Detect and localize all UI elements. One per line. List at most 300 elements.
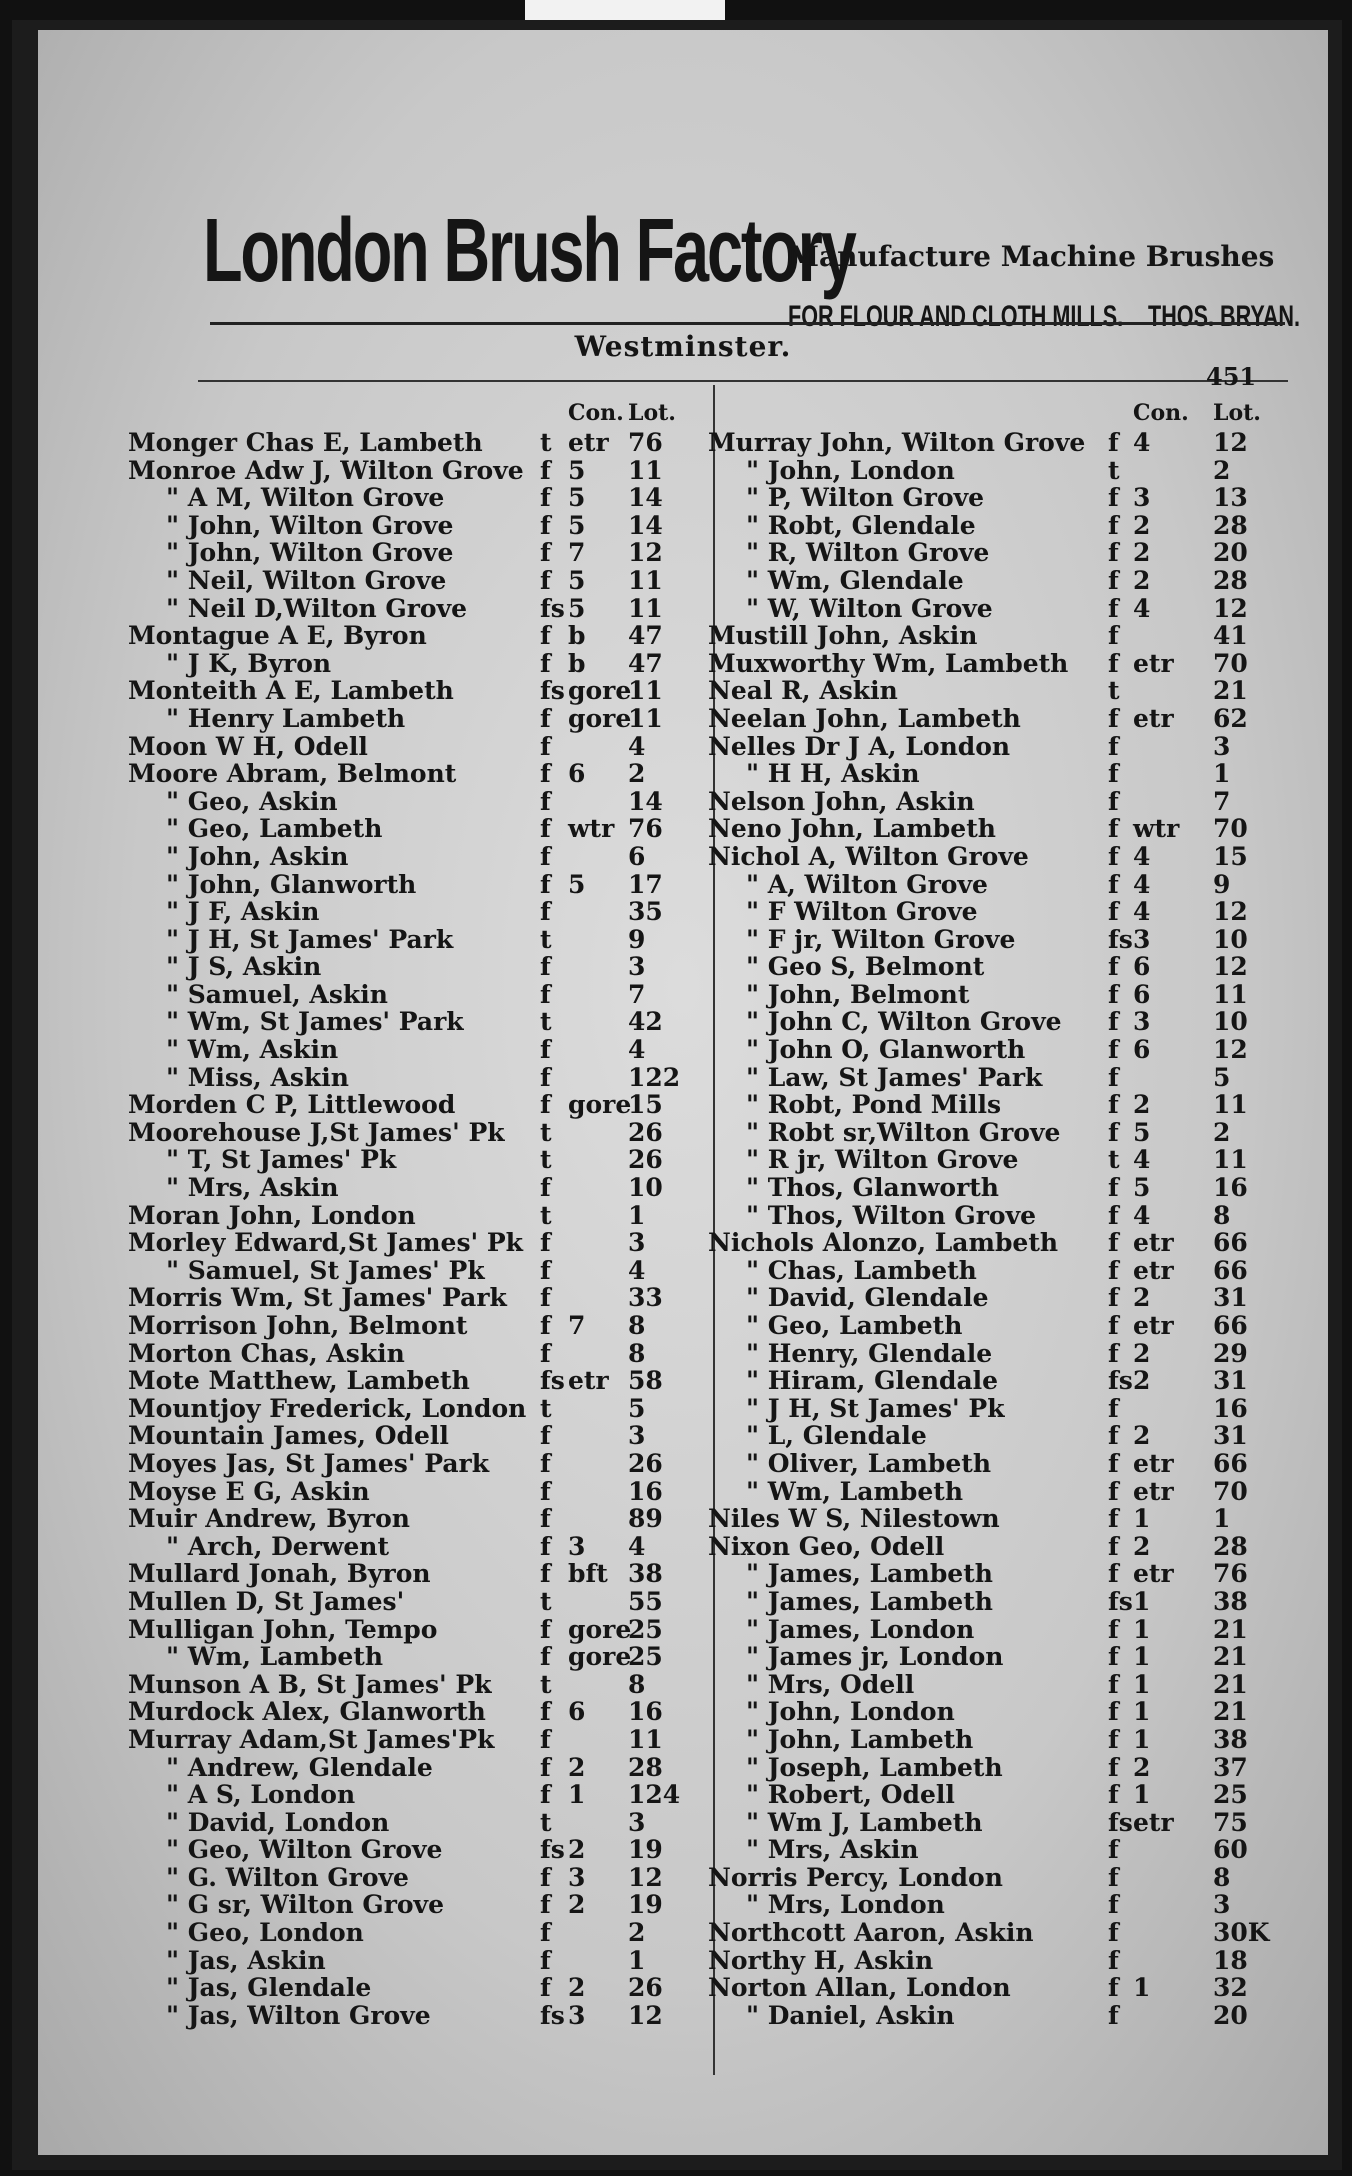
entry-lot: 28 <box>628 1752 663 1782</box>
directory-entry <box>708 1063 1278 1091</box>
directory-entry <box>128 1421 688 1449</box>
entry-lot: 25 <box>628 1642 663 1672</box>
entry-name: Murdock Alex, Glanworth <box>128 1697 486 1727</box>
entry-lot: 13 <box>1213 483 1248 513</box>
entry-tenure: f <box>1108 1421 1119 1451</box>
entry-name: " Neil D,Wilton Grove <box>166 593 468 623</box>
entry-concession: etr <box>568 1366 609 1396</box>
directory-entry <box>128 1201 688 1229</box>
entry-concession: 7 <box>568 1311 586 1340</box>
directory-entry <box>708 1642 1278 1670</box>
entry-lot: 3 <box>628 952 646 982</box>
entry-tenure: f <box>1108 1945 1119 1975</box>
entry-concession: etr <box>1133 1807 1174 1837</box>
entry-name: Mulligan John, Tempo <box>128 1614 438 1644</box>
directory-entry <box>708 1449 1278 1477</box>
entry-tenure: f <box>540 1311 551 1340</box>
entry-concession: 3 <box>1133 483 1151 513</box>
entry-concession: 5 <box>568 510 586 540</box>
entry-lot: 12 <box>628 2000 663 2030</box>
entry-concession: etr <box>1133 1448 1174 1478</box>
entry-concession: 5 <box>568 593 586 623</box>
directory-entry <box>708 649 1278 677</box>
directory-entry <box>708 1532 1278 1560</box>
entry-name: Moran John, London <box>128 1200 416 1230</box>
entry-tenure: f <box>1108 538 1119 568</box>
entry-concession: bft <box>568 1559 608 1589</box>
entry-tenure: t <box>1108 676 1120 706</box>
entry-name: Monteith A E, Lambeth <box>128 676 454 706</box>
entry-tenure: f <box>1108 648 1119 678</box>
entry-lot: 15 <box>628 1090 663 1120</box>
entry-concession: 5 <box>1133 1117 1151 1147</box>
directory-entry <box>708 1311 1278 1339</box>
entry-name: " Geo, Lambeth <box>746 1311 963 1340</box>
directory-entry <box>708 1780 1278 1808</box>
entry-concession: 5 <box>1133 1173 1151 1203</box>
entry-name: Muxworthy Wm, Lambeth <box>708 648 1069 678</box>
entry-tenure: f <box>540 1697 551 1727</box>
entry-concession: gore <box>568 1090 632 1120</box>
entry-tenure: f <box>1108 593 1119 623</box>
entry-concession: 1 <box>1133 1973 1151 2003</box>
entry-concession: 2 <box>568 1752 586 1782</box>
entry-lot: 62 <box>1213 703 1248 733</box>
entry-concession: 3 <box>568 1531 586 1561</box>
entry-concession: 3 <box>568 1862 586 1892</box>
directory-entry <box>708 1559 1278 1587</box>
entry-lot: 10 <box>1213 1007 1248 1037</box>
entry-name: " Andrew, Glendale <box>166 1752 433 1782</box>
directory-entry <box>128 1946 688 1974</box>
directory-entry <box>708 732 1278 760</box>
entry-name: " Wm J, Lambeth <box>746 1807 983 1837</box>
directory-entry <box>128 1532 688 1560</box>
entry-name: Montague A E, Byron <box>128 621 427 651</box>
directory-entry <box>708 1366 1278 1394</box>
entry-name: Nixon Geo, Odell <box>708 1531 945 1561</box>
entry-name: " Geo, Lambeth <box>166 814 383 844</box>
entry-name: " Robert, Odell <box>746 1780 955 1810</box>
entry-concession: etr <box>1133 1311 1174 1340</box>
entry-tenure: f <box>1108 1504 1119 1534</box>
entry-name: " Henry Lambeth <box>166 703 406 733</box>
directory-entry <box>708 787 1278 815</box>
entry-lot: 47 <box>628 621 663 651</box>
entry-tenure: f <box>1108 1559 1119 1589</box>
entry-name: Moore Abram, Belmont <box>128 759 457 789</box>
directory-entry <box>128 842 688 870</box>
directory-entry <box>128 1090 688 1118</box>
entry-name: Mullard Jonah, Byron <box>128 1559 431 1589</box>
entry-concession: 2 <box>568 1973 586 2003</box>
entry-tenure: f <box>1108 1090 1119 1120</box>
entry-lot: 28 <box>1213 510 1248 540</box>
entry-tenure: f <box>1108 1724 1119 1754</box>
entry-lot: 28 <box>1213 1531 1248 1561</box>
entry-lot: 16 <box>628 1697 663 1727</box>
directory-entry <box>708 1863 1278 1891</box>
entry-tenure: f <box>540 1062 551 1092</box>
entry-lot: 31 <box>1213 1421 1248 1451</box>
entry-lot: 11 <box>1213 979 1248 1009</box>
directory-entry <box>128 1366 688 1394</box>
entry-concession: 4 <box>1133 1200 1151 1230</box>
entry-tenure: t <box>540 1586 552 1616</box>
entry-concession: 4 <box>1133 841 1151 871</box>
entry-lot: 21 <box>1213 1669 1248 1699</box>
entry-lot: 31 <box>1213 1366 1248 1396</box>
directory-entry <box>128 1808 688 1836</box>
entry-tenure: f <box>1108 428 1119 457</box>
directory-entry <box>128 732 688 760</box>
entry-tenure: t <box>540 1145 552 1175</box>
entry-lot: 7 <box>628 979 646 1009</box>
entry-name: " F Wilton Grove <box>746 897 978 927</box>
entry-name: " James, Lambeth <box>746 1559 993 1589</box>
section-title: Westminster. <box>574 330 792 363</box>
directory-entry <box>708 483 1278 511</box>
entry-name: " Mrs, Askin <box>746 1835 919 1865</box>
entry-name: " Jas, Wilton Grove <box>166 2000 431 2030</box>
header-rule <box>198 380 1288 382</box>
directory-entry <box>708 1256 1278 1284</box>
entry-tenure: f <box>540 869 551 899</box>
entry-name: " P, Wilton Grove <box>746 483 985 513</box>
directory-entry <box>128 1697 688 1725</box>
entry-lot: 12 <box>628 1862 663 1892</box>
entry-tenure: f <box>1108 1531 1119 1561</box>
entry-tenure: f <box>540 1918 551 1948</box>
directory-entry <box>128 456 688 484</box>
entry-name: " John C, Wilton Grove <box>746 1007 1062 1037</box>
directory-entry <box>708 1477 1278 1505</box>
entry-lot: 14 <box>628 510 663 540</box>
entry-concession: 5 <box>568 483 586 513</box>
entry-name: " J H, St James' Park <box>166 924 454 954</box>
entry-tenure: f <box>540 1642 551 1672</box>
entry-lot: 70 <box>1213 648 1248 678</box>
entry-tenure: f <box>540 1724 551 1754</box>
entry-name: " Mrs, Askin <box>166 1173 339 1203</box>
entry-lot: 17 <box>628 869 663 899</box>
entry-name: Mountjoy Frederick, London <box>128 1393 527 1423</box>
entry-lot: 8 <box>628 1311 646 1340</box>
directory-entry <box>128 814 688 842</box>
lot-header: Lot. <box>628 400 676 426</box>
entry-name: Mullen D, St James' <box>128 1586 405 1616</box>
entry-concession: 5 <box>568 565 586 595</box>
directory-entry <box>708 1118 1278 1146</box>
entry-concession: 2 <box>1133 1531 1151 1561</box>
directory-entry <box>708 952 1278 980</box>
entry-name: Moyse E G, Askin <box>128 1476 370 1506</box>
directory-entry <box>128 1063 688 1091</box>
entry-lot: 20 <box>1213 538 1248 568</box>
right-entries <box>708 428 1278 2028</box>
entry-lot: 2 <box>628 1918 646 1948</box>
directory-entry <box>708 1504 1278 1532</box>
entry-name: Muir Andrew, Byron <box>128 1504 410 1534</box>
entry-name: Moorehouse J,St James' Pk <box>128 1117 505 1147</box>
directory-entry <box>708 814 1278 842</box>
entry-name: Norton Allan, London <box>708 1973 1011 2003</box>
entry-tenure: t <box>540 1200 552 1230</box>
entry-name: Niles W S, Nilestown <box>708 1504 1000 1534</box>
entry-lot: 1 <box>1213 1504 1231 1534</box>
directory-entry <box>128 870 688 898</box>
entry-concession: etr <box>1133 703 1174 733</box>
directory-entry <box>128 1007 688 1035</box>
entry-lot: 76 <box>628 814 663 844</box>
lot-header: Lot. <box>1213 400 1261 426</box>
entry-name: " Joseph, Lambeth <box>746 1752 1003 1782</box>
directory-entry <box>128 1449 688 1477</box>
entry-lot: 2 <box>1213 455 1231 485</box>
entry-concession: etr <box>1133 1559 1174 1589</box>
entry-concession: 2 <box>1133 1421 1151 1451</box>
entry-lot: 75 <box>1213 1807 1248 1837</box>
directory-entry <box>128 566 688 594</box>
directory-entry <box>708 511 1278 539</box>
entry-name: " John, London <box>746 455 955 485</box>
directory-entry <box>708 538 1278 566</box>
entry-name: " David, Glendale <box>746 1283 989 1313</box>
entry-tenure: f <box>1108 1614 1119 1644</box>
entry-name: " Samuel, Askin <box>166 979 388 1009</box>
entry-name: " Mrs, Odell <box>746 1669 915 1699</box>
entry-lot: 9 <box>628 924 646 954</box>
entry-lot: 8 <box>628 1669 646 1699</box>
entry-tenure: f <box>1108 1669 1119 1699</box>
entry-name: " Wm, Askin <box>166 1035 339 1065</box>
entry-name: Northcott Aaron, Askin <box>708 1918 1034 1948</box>
directory-entry <box>708 1725 1278 1753</box>
entry-concession: 2 <box>1133 565 1151 595</box>
directory-entry <box>708 1753 1278 1781</box>
entry-concession: 4 <box>1133 869 1151 899</box>
entry-tenure: f <box>1108 1255 1119 1285</box>
entry-concession: gore <box>568 676 632 706</box>
directory-entry <box>128 925 688 953</box>
entry-concession: 2 <box>1133 1090 1151 1120</box>
entry-concession: 7 <box>568 538 586 568</box>
directory-entry <box>128 1256 688 1284</box>
entry-name: " John, Askin <box>166 841 349 871</box>
entry-tenure: f <box>1108 786 1119 816</box>
entry-name: " Samuel, St James' Pk <box>166 1255 485 1285</box>
entry-lot: 11 <box>628 455 663 485</box>
entry-tenure: f <box>540 565 551 595</box>
entry-name: Morrison John, Belmont <box>128 1311 468 1340</box>
entry-tenure: f <box>1108 1642 1119 1672</box>
entry-name: " James, Lambeth <box>746 1586 993 1616</box>
entry-name: " Hiram, Glendale <box>746 1366 999 1396</box>
entry-tenure: f <box>540 1448 551 1478</box>
entry-name: " W, Wilton Grove <box>746 593 993 623</box>
entry-name: " James jr, London <box>746 1642 1004 1672</box>
entry-name: " Geo, London <box>166 1918 364 1948</box>
entry-name: " John, Glanworth <box>166 869 417 899</box>
entry-concession: b <box>568 621 586 651</box>
entry-concession: 1 <box>1133 1697 1151 1727</box>
entry-tenure: fs <box>1108 1586 1133 1616</box>
entry-name: " Jas, Glendale <box>166 1973 372 2003</box>
entry-name: " Mrs, London <box>746 1890 945 1920</box>
entry-name: Nichol A, Wilton Grove <box>708 841 1029 871</box>
entry-tenure: fs <box>1108 924 1133 954</box>
entry-lot: 124 <box>628 1780 681 1810</box>
directory-entry <box>708 925 1278 953</box>
entry-lot: 12 <box>1213 952 1248 982</box>
entry-lot: 7 <box>1213 786 1231 816</box>
entry-tenure: f <box>540 455 551 485</box>
entry-tenure: f <box>540 731 551 761</box>
directory-entry <box>708 1973 1278 2001</box>
entry-name: " F jr, Wilton Grove <box>746 924 1016 954</box>
entry-name: " Wm, Glendale <box>746 565 964 595</box>
entry-concession: 6 <box>1133 952 1151 982</box>
entry-lot: 3 <box>1213 1890 1231 1920</box>
entry-name: " John, Wilton Grove <box>166 510 454 540</box>
entry-name: Morris Wm, St James' Park <box>128 1283 507 1313</box>
entry-name: " G. Wilton Grove <box>166 1862 409 1892</box>
entry-tenure: f <box>1108 1338 1119 1368</box>
entry-tenure: f <box>540 759 551 789</box>
entry-tenure: f <box>1108 483 1119 513</box>
directory-entry <box>128 1835 688 1863</box>
directory-entry <box>708 842 1278 870</box>
entry-name: " J S, Askin <box>166 952 322 982</box>
directory-entry <box>128 1394 688 1422</box>
entry-concession: 5 <box>568 455 586 485</box>
directory-entry <box>708 1339 1278 1367</box>
directory-entry <box>128 1863 688 1891</box>
entry-tenure: f <box>1108 1393 1119 1423</box>
entry-lot: 4 <box>628 1255 646 1285</box>
entry-lot: 10 <box>1213 924 1248 954</box>
entry-lot: 66 <box>1213 1228 1248 1258</box>
entry-lot: 3 <box>628 1421 646 1451</box>
tagline-second-line: FOR FLOUR AND CLOTH MILLS. <box>788 300 1124 333</box>
entry-tenure: f <box>1108 1890 1119 1920</box>
entry-concession: 6 <box>1133 1035 1151 1065</box>
entry-lot: 4 <box>628 1531 646 1561</box>
entry-tenure: f <box>540 703 551 733</box>
entry-concession: 1 <box>1133 1586 1151 1616</box>
entry-concession: 4 <box>1133 897 1151 927</box>
directory-entry <box>708 759 1278 787</box>
entry-tenure: f <box>1108 869 1119 899</box>
entry-tenure: f <box>1108 703 1119 733</box>
entry-name: Morley Edward,St James' Pk <box>128 1228 524 1258</box>
entry-lot: 70 <box>1213 814 1248 844</box>
entry-name: Mustill John, Askin <box>708 621 978 651</box>
entry-tenure: f <box>540 1862 551 1892</box>
entry-tenure: fs <box>540 593 565 623</box>
entry-lot: 16 <box>1213 1393 1248 1423</box>
entry-name: " John, Lambeth <box>746 1724 974 1754</box>
entry-name: Nelles Dr J A, London <box>708 731 1011 761</box>
directory-entry <box>128 649 688 677</box>
left-entries <box>128 428 688 2028</box>
right-column-header <box>708 400 1278 428</box>
directory-entry <box>708 870 1278 898</box>
entry-name: " Neil, Wilton Grove <box>166 565 447 595</box>
entry-tenure: f <box>1108 621 1119 651</box>
entry-concession: 2 <box>568 1890 586 1920</box>
entry-tenure: f <box>1108 1448 1119 1478</box>
directory-entry <box>128 1890 688 1918</box>
entry-lot: 19 <box>628 1890 663 1920</box>
entry-lot: 47 <box>628 648 663 678</box>
directory-entry <box>128 1559 688 1587</box>
directory-entry <box>708 1090 1278 1118</box>
con-header: Con. <box>1133 400 1189 426</box>
entry-concession: 6 <box>568 1697 586 1727</box>
entry-lot: 8 <box>1213 1862 1231 1892</box>
entry-tenure: f <box>1108 1117 1119 1147</box>
entry-concession: etr <box>568 428 609 457</box>
directory-entry <box>128 759 688 787</box>
entry-lot: 10 <box>628 1173 663 1203</box>
entry-lot: 70 <box>1213 1476 1248 1506</box>
directory-entry <box>708 566 1278 594</box>
entry-name: " Law, St James' Park <box>746 1062 1043 1092</box>
entry-name: Munson A B, St James' Pk <box>128 1669 492 1699</box>
entry-tenure: f <box>540 1228 551 1258</box>
entry-name: Murray Adam,St James'Pk <box>128 1724 495 1754</box>
entry-tenure: f <box>1108 841 1119 871</box>
entry-lot: 9 <box>1213 869 1231 899</box>
entry-name: " Robt, Glendale <box>746 510 976 540</box>
directory-entry <box>128 1283 688 1311</box>
entry-name: Morton Chas, Askin <box>128 1338 405 1368</box>
directory-entry <box>708 1946 1278 1974</box>
entry-tenure: f <box>1108 1752 1119 1782</box>
directory-entry <box>128 483 688 511</box>
entry-name: " John, Belmont <box>746 979 970 1009</box>
entry-lot: 11 <box>628 703 663 733</box>
directory-entry <box>128 594 688 622</box>
entry-tenure: f <box>1108 1200 1119 1230</box>
entry-lot: 2 <box>1213 1117 1231 1147</box>
entry-tenure: f <box>540 1614 551 1644</box>
entry-tenure: f <box>540 621 551 651</box>
directory-entry <box>128 1918 688 1946</box>
entry-lot: 11 <box>628 1724 663 1754</box>
entry-name: " Geo, Askin <box>166 786 338 816</box>
entry-concession: gore <box>568 703 632 733</box>
entry-tenure: f <box>540 510 551 540</box>
entry-lot: 1 <box>1213 759 1231 789</box>
directory-entry <box>128 621 688 649</box>
entry-name: " Henry, Glendale <box>746 1338 993 1368</box>
directory-entry <box>128 1118 688 1146</box>
entry-lot: 15 <box>1213 841 1248 871</box>
entry-lot: 11 <box>1213 1145 1248 1175</box>
directory-entry <box>708 1670 1278 1698</box>
entry-lot: 37 <box>1213 1752 1248 1782</box>
entry-lot: 41 <box>1213 621 1248 651</box>
entry-lot: 3 <box>628 1807 646 1837</box>
entry-name: " Geo S, Belmont <box>746 952 985 982</box>
entry-name: " John O, Glanworth <box>746 1035 1026 1065</box>
directory-entry <box>128 1725 688 1753</box>
entry-tenure: f <box>1108 759 1119 789</box>
entry-concession: 4 <box>1133 428 1151 457</box>
entry-lot: 12 <box>1213 1035 1248 1065</box>
